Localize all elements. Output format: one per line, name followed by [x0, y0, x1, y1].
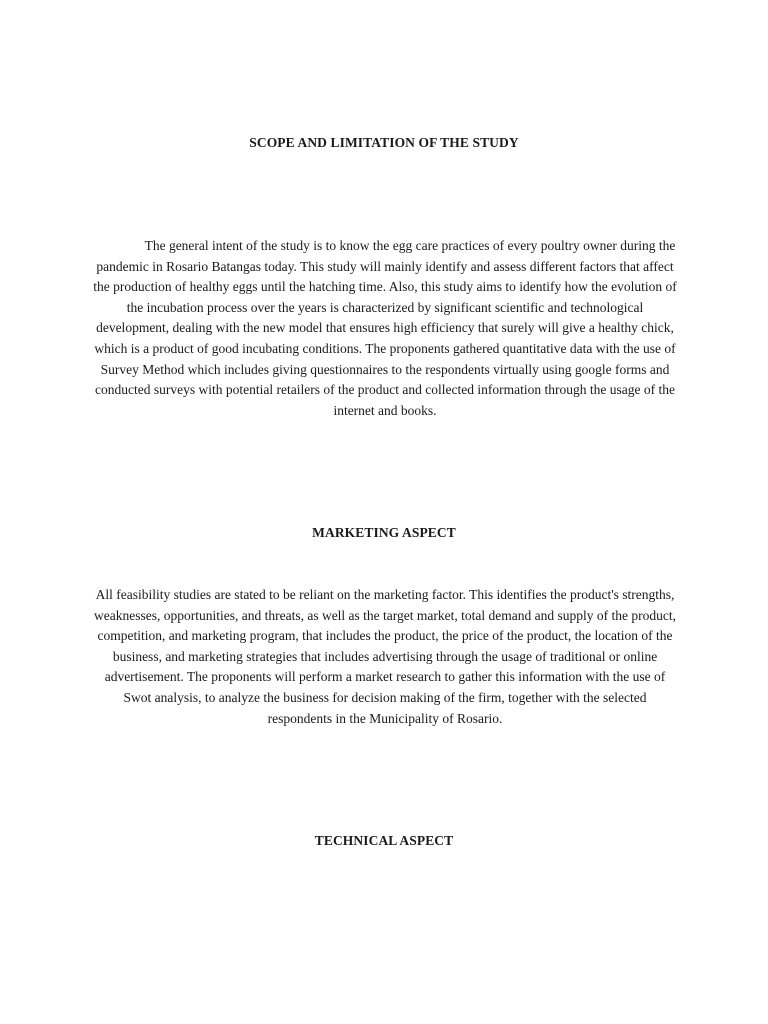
paragraph-text: The general intent of the study is to know the egg care practices of every poultry owner during the pandemic in Rosario Batangas today. This study will mainly identify and assess different factors that affect the production of healthy eggs until the hatching time. Also, this study aims to identify how the evolution of the incubation process over the years is characterized by significant scientific and technological development, dealing with the new model that ensures high efficiency that surely will give a healthy chick, which is a product of good incubating conditions. The proponents gathered quantitative data with the use of Survey Method which includes giving questionnaires to the respondents virtually using google forms and conducted surveys with potential retailers of the product and collected information through the usage of the internet and books.	[93, 238, 677, 418]
section-heading-scope: SCOPE AND LIMITATION OF THE STUDY	[249, 135, 519, 150]
section-paragraph-scope	[90, 236, 680, 421]
section-paragraph-marketing: All feasibility studies are stated to be reliant on the marketing factor. This identifies the product's strengths, weaknesses, opportunities, and threats, as well as the target market, total demand and supply of the product, competition, and marketing program, that includes the product, the price of the product, the location of the business, and marketing strategies that includes advertising through the usage of traditional or online advertisement. The proponents will perform a market research to gather this information with the use of Swot analysis, to analyze the business for decision making of the firm, together with the selected respondents in the Municipality of Rosario.	[94, 587, 676, 726]
section-heading-technical: TECHNICAL ASPECT	[314, 833, 454, 848]
section-heading-marketing: MARKETING ASPECT	[312, 525, 456, 540]
